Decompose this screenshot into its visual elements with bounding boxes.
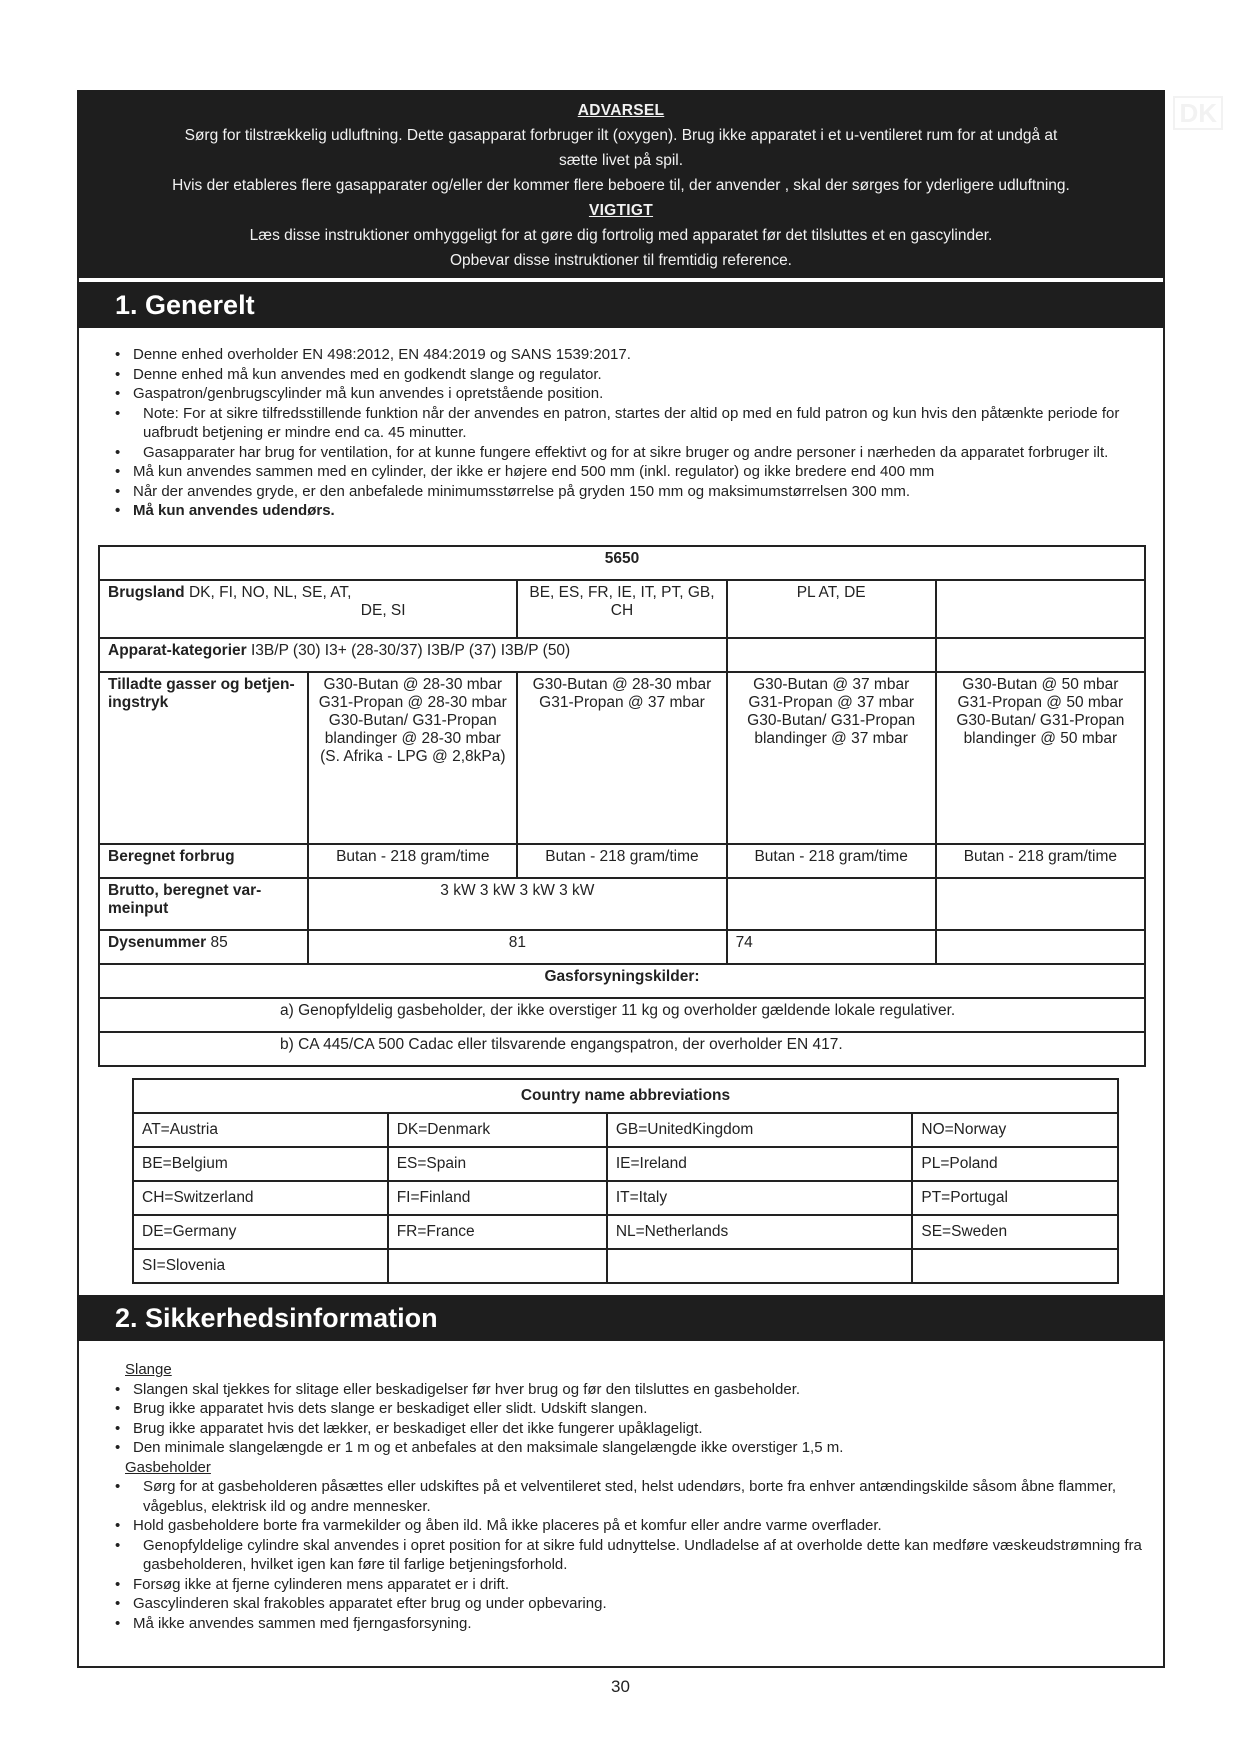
list-item: • Forsøg ikke at fjerne cylinderen mens apparatet er i drift. [115,1575,1155,1595]
supply-title: Gasforsyningskilder: [99,964,1145,998]
gas-cell: G30-Butan @ 50 mbar G31-Propan @ 50 mbar G30-Butan/ G31-Propan blandinger @ 50 mbar [936,672,1145,844]
safety-bullet-list [115,1360,1155,1633]
country-cell [936,580,1145,638]
gas-cell: G30-Butan @ 28-30 mbar G31-Propan @ 28-30 mbar G30-Butan/ G31-Propan blandinger @ 28-30 mbar (S. Afrika - LPG @ 2,8kPa) [308,672,517,844]
abbr-cell [388,1249,607,1283]
consumption-cell: Butan - 218 gram/time [936,844,1145,878]
general-bullet-list [115,345,1155,521]
spec-table [98,545,1146,1067]
input-label: Brutto, beregnet var-meinput [99,878,308,930]
hose-heading: Slange [125,1361,172,1378]
warning-box [77,90,1165,278]
section-header-general: 1. Generelt [77,282,1165,328]
list-item: • Gascylinderen skal frakobles apparatet efter brug og under opbevaring. [115,1594,1155,1614]
important-line: Læs disse instruktioner omhyggeligt for at gøre dig fortrolig med apparatet før det tilsluttes et en gascylinder. [249,227,993,244]
abbr-cell: NL=Netherlands [607,1215,913,1249]
gas-label: Tilladte gasser og betjen-ingstryk [99,672,308,844]
list-item: • Denne enhed må kun anvendes med en godkendt slange og regulator. [115,365,1155,385]
list-item: • Denne enhed overholder EN 498:2012, EN 484:2019 og SANS 1539:2017. [115,345,1155,365]
important-title: VIGTIGT [588,202,654,219]
abbr-cell: CH=Switzerland [133,1181,388,1215]
country-cell: PL AT, DE [727,580,936,638]
input-cell: 3 kW 3 kW 3 kW 3 kW [308,878,726,930]
nozzle-label: Dysenummer 85 [99,930,308,964]
gas-cell: G30-Butan @ 37 mbar G31-Propan @ 37 mbar G30-Butan/ G31-Propan blandinger @ 37 mbar [727,672,936,844]
list-item: • Må kun anvendes sammen med en cylinder, der ikke er højere end 500 mm (inkl. regulator) og ikke bredere end 400 mm [115,462,1155,482]
abbr-cell: SE=Sweden [912,1215,1118,1249]
abbr-cell: BE=Belgium [133,1147,388,1181]
supply-b: b) CA 445/CA 500 Cadac eller tilsvarende engangspatron, der overholder EN 417. [99,1032,1145,1066]
list-item: • Hold gasbeholdere borte fra varmekilder og åben ild. Må ikke placeres på et komfur eller andre varme overflader. [115,1516,1155,1536]
abbr-cell [607,1249,913,1283]
list-item: • Note: For at sikre tilfredsstillende funktion når der anvendes en patron, startes der altid op med en fuld patron og kun hvis den påtænkte periode for uafbrudt betjening er mindre end ca. 45 minutter. [115,404,1155,443]
nozzle-cell: 81 [308,930,726,964]
abbr-cell: IE=Ireland [607,1147,913,1181]
list-item: • Sørg for at gasbeholderen påsættes eller udskiftes på et velventileret sted, helst udendørs, borte fra enhver antændingskilde såsom åbne flammer, vågeblus, elektrisk ild og andre mennesker. [115,1477,1155,1516]
abbr-cell: DK=Denmark [388,1113,607,1147]
list-item: • Brug ikke apparatet hvis det lækker, er beskadiget eller det ikke fungerer upåklageligt. [115,1419,1155,1439]
supply-a: a) Genopfyldelig gasbeholder, der ikke overstiger 11 kg og overholder gældende lokale regulativer. [99,998,1145,1032]
warning-line: Sørg for tilstrækkelig udluftning. Dette gasapparat forbruger ilt (oxygen). Brug ikke apparatet i et u-ventileret rum for at undgå at [184,127,1058,144]
abbr-cell: PT=Portugal [912,1181,1118,1215]
model-number: 5650 [99,546,1145,580]
category-cell: Apparat-kategorier I3B/P (30) I3+ (28-30/37) I3B/P (37) I3B/P (50) [99,638,727,672]
list-item: • Når der anvendes gryde, er den anbefalede minimumsstørrelse på gryden 150 mm og maksimumstørrelsen 300 mm. [115,482,1155,502]
warning-title: ADVARSEL [577,102,665,119]
list-item: • Må kun anvendes udendørs. [115,501,1155,521]
consumption-cell: Butan - 218 gram/time [727,844,936,878]
country-cell: BE, ES, FR, IE, IT, PT, GB, CH [517,580,726,638]
list-item: • Må ikke anvendes sammen med fjerngasforsyning. [115,1614,1155,1634]
list-item: • Den minimale slangelængde er 1 m og et anbefales at den maksimale slangelængde ikke overstiger 1,5 m. [115,1438,1155,1458]
abbr-cell: IT=Italy [607,1181,913,1215]
warning-line: sætte livet på spil. [558,152,684,169]
country-cell: Brugsland DK, FI, NO, NL, SE, AT, DE, SI [99,580,517,638]
list-item: • Brug ikke apparatet hvis dets slange er beskadiget eller slidt. Udskift slangen. [115,1399,1155,1419]
gas-cell: G30-Butan @ 28-30 mbar G31-Propan @ 37 mbar [517,672,726,844]
list-item: • Slangen skal tjekkes for slitage eller beskadigelser før hver brug og før den tilsluttes en gasbeholder. [115,1380,1155,1400]
abbr-cell [912,1249,1118,1283]
abbr-cell: ES=Spain [388,1147,607,1181]
container-heading: Gasbeholder [125,1458,211,1476]
section-header-safety: 2. Sikkerhedsinformation [77,1295,1165,1341]
abbr-cell: AT=Austria [133,1113,388,1147]
list-item: • Genopfyldelige cylindre skal anvendes i opret position for at sikre fuld udnyttelse. Undladelse af at overholde dette kan medføre væskeudstrømning fra gasbeholderen, hvilket igen kan føre til farlige betjeningsforhold. [115,1536,1155,1575]
abbr-cell: PL=Poland [912,1147,1118,1181]
consumption-cell: Butan - 218 gram/time [517,844,726,878]
abbr-cell: DE=Germany [133,1215,388,1249]
abbreviation-title: Country name abbreviations [133,1079,1118,1113]
consumption-label: Beregnet forbrug [99,844,308,878]
abbr-cell: NO=Norway [912,1113,1118,1147]
abbr-cell: SI=Slovenia [133,1249,388,1283]
nozzle-cell: 74 [727,930,936,964]
page-number: 30 [611,1677,630,1696]
abbr-cell: FI=Finland [388,1181,607,1215]
list-item: • Gasapparater har brug for ventilation, for at kunne fungere effektivt og for at sikre bruger og andre personer i nærheden da apparatet forbruger ilt. [115,443,1155,463]
consumption-cell: Butan - 218 gram/time [308,844,517,878]
language-badge: DK [1173,96,1223,130]
warning-line: Hvis der etableres flere gasapparater og/eller der kommer flere beboere til, der anvender , skal der sørges for yderligere udluftning. [172,177,1070,194]
abbr-cell: FR=France [388,1215,607,1249]
important-line: Opbevar disse instruktioner til fremtidig reference. [449,252,792,269]
abbreviation-table [132,1078,1119,1284]
list-item: • Gaspatron/genbrugscylinder må kun anvendes i opretstående position. [115,384,1155,404]
country-label: Brugsland [108,584,185,601]
abbr-cell: GB=UnitedKingdom [607,1113,913,1147]
